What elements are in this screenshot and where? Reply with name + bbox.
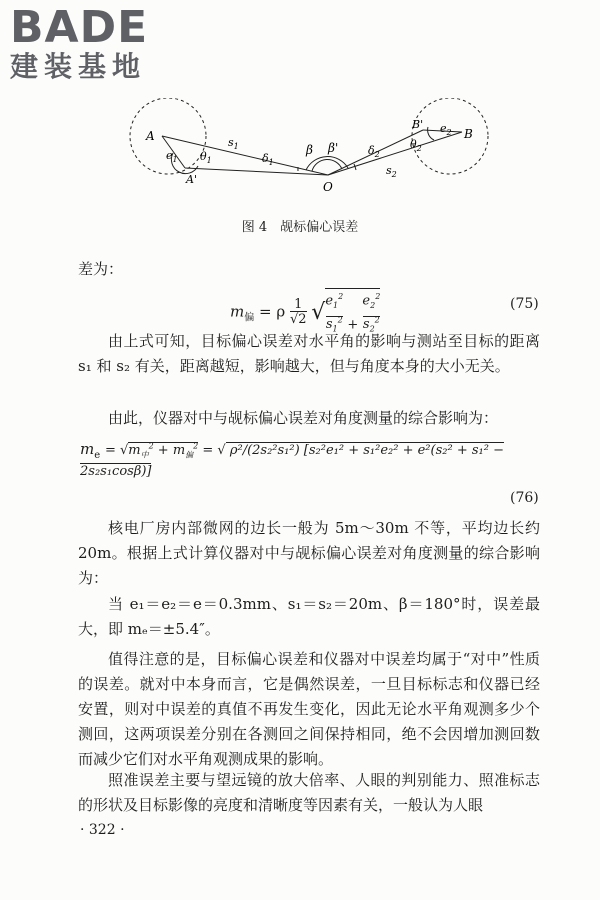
paragraph-5: 值得注意的是，目标偏心误差和仪器对中误差均属于“对中”性质的误差。就对中本身而言，它是偶然误差，一旦目标标志和仪器已经安置，则对中误差的真值不再发生变化，因此无论水平角观测多少个测回，这两项误差分别在各测回之间保持相同，绝不会因增加测回数而减少它们对水平角观测成果的影响。	[78, 650, 540, 768]
brand-chinese-name: 建装基地	[10, 50, 147, 83]
paragraph-1: 由上式可知，目标偏心误差对水平角的影响与测站至目标的距离 s₁ 和 s₂ 有关，距离越短，影响越大，但与角度本身的大小无关。	[78, 332, 540, 375]
label-O: O	[323, 180, 333, 194]
brand-logo	[10, 2, 149, 84]
line-A-O	[162, 136, 328, 175]
paragraph-6: 照准误差主要与望远镜的放大倍率、人眼的判别能力、照准标志的形状及目标影像的亮度和清晰度等因素有关，一般认为人眼	[78, 771, 540, 814]
label-Bprime: B'	[412, 118, 424, 131]
brand-wordmark: BADE	[10, 2, 149, 53]
label-Aprime: A'	[186, 173, 197, 186]
equation-number-75: (75)	[510, 296, 539, 312]
arc-theta2	[428, 127, 434, 140]
label-B: B	[464, 127, 473, 141]
label-theta1: $\theta_1$	[200, 150, 212, 165]
label-beta-prime: β'	[328, 141, 339, 155]
intro-text: 差为：	[78, 260, 124, 278]
label-A: A	[146, 129, 155, 143]
formula-76: $m_e = √m_中^2 + m_偏^2$ = √ ρ²/(2s₂²s₁²) [s₂²e₁² + s₁²e₂² + e²(s₂² + s₁² − 2s₂s₁cosβ)]	[80, 440, 504, 479]
label-beta: β	[306, 143, 313, 157]
label-s1: $s_1$	[228, 136, 239, 151]
label-e1: $e_1$	[166, 149, 178, 164]
arc-beta-prime	[312, 159, 342, 171]
paragraph-3: 核电厂房内部微网的边长一般为 5m～30m 不等，平均边长约 20m。根据上式计算仪器对中与觇标偏心误差对角度测量的综合影响为：	[78, 519, 540, 587]
circle-A	[130, 98, 206, 174]
eccentricity-diagram	[110, 98, 510, 208]
label-e2: $e_2$	[440, 122, 452, 137]
paragraph-2: 由此，仪器对中与觇标偏心误差对角度测量的综合影响为：	[108, 409, 499, 427]
figure-caption: 图 4 觇标偏心误差	[241, 220, 359, 235]
formula-75: $m_偏 = \rho$ 1 √2 $√e_1^2$ $s_1^2 + e_2^2$ $s_2^2$	[230, 288, 380, 337]
label-theta2: $\theta_2$	[410, 138, 422, 153]
label-delta1: $\delta_1$	[262, 152, 274, 167]
page-number: · 322 ·	[80, 822, 125, 838]
label-delta2: $\delta_2$	[368, 144, 380, 159]
line-O-B	[328, 132, 462, 175]
equation-number-76: (76)	[510, 490, 539, 506]
label-s2: $s_2$	[386, 164, 397, 179]
paragraph-4: 当 e₁＝e₂＝e＝0.3mm、s₁＝s₂＝20m、β＝180°时，误差最大，即 mₑ＝±5.4″。	[78, 595, 540, 638]
